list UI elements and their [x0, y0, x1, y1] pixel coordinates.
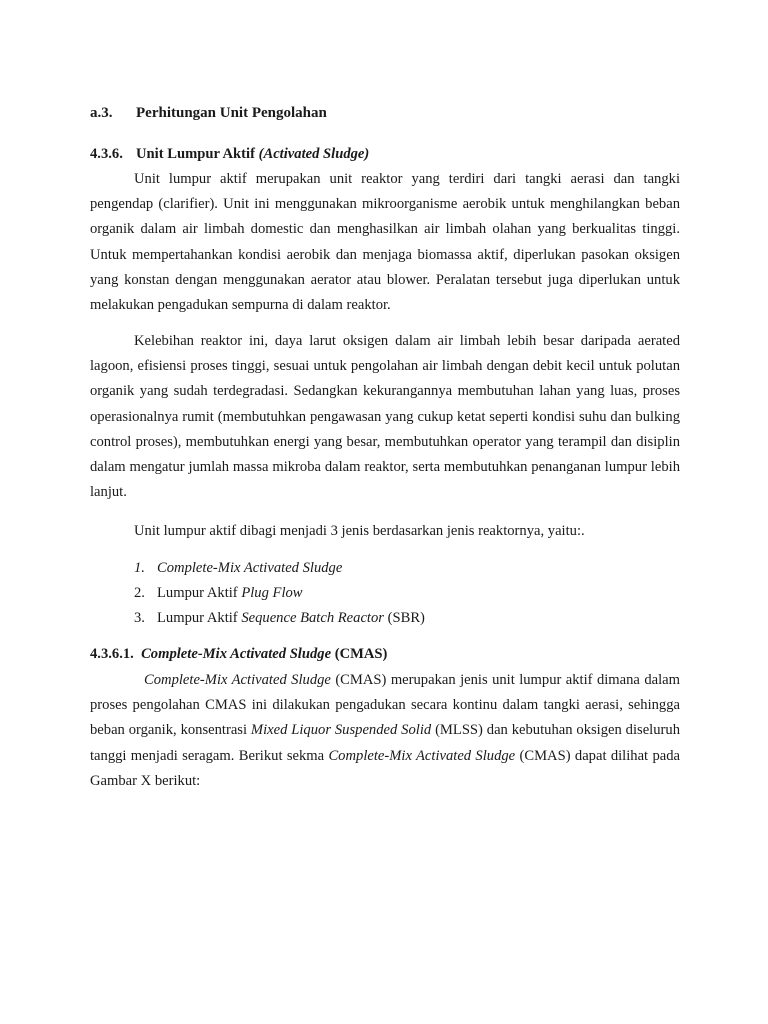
list-item — [134, 606, 425, 631]
cmas-italic-1: Complete-Mix Activated Sludge — [144, 672, 331, 688]
list-item — [134, 556, 425, 581]
subsection-title-italic: Complete-Mix Activated Sludge — [141, 646, 332, 662]
list-item-italic: Complete-Mix Activated Sludge — [157, 560, 343, 576]
list-item-prefix: Lumpur Aktif — [157, 585, 242, 602]
subsection-heading-4-3-6 — [90, 146, 369, 163]
cmas-text-3: (CMAS) dapat dilihat pada Gambar X berikut: — [90, 747, 680, 789]
paragraph-types-intro: Unit lumpur aktif dibagi menjadi 3 jenis berdasarkan jenis reaktornya, yaitu:. — [134, 523, 585, 539]
section-heading-a3 — [90, 105, 327, 122]
list-number: 2. — [134, 585, 145, 602]
list-number: 3. — [134, 610, 145, 627]
subsection-heading-4-3-6-1 — [90, 646, 387, 663]
cmas-italic-2: Mixed Liquor Suspended Solid — [250, 722, 432, 739]
paragraph-cmas — [90, 668, 680, 794]
paragraph-advantages: Kelebihan reaktor ini, daya larut oksigen dalam air limbah lebih besar daripada aerated lagoon, efisiensi proses tinggi, sesuai untuk pengolahan air limbah dengan debit kecil untuk polutan organik yang sudah terdegradasi. Sedangkan kekurangannya membutuhan lahan yang luas, proses operasionalnya rumit (membutuhkan pengawasan yang cukup ketat seperti kondisi suhu dan bulking control proses), membutuhkan energi yang besar, membutuhkan operator yang terampil dan disiplin dalam mengatur jumlah massa mikroba dalam reaktor, serta membutuhkan penanganan lumpur lebih lanjut. — [90, 333, 680, 501]
list-item-italic: Plug Flow — [241, 585, 303, 602]
list-item-prefix: Lumpur Aktif — [157, 610, 242, 627]
list-item-suffix: (SBR) — [383, 610, 425, 627]
subsection-title-italic: (Activated Sludge) — [258, 146, 370, 162]
section-title: Perhitungan Unit Pengolahan — [136, 105, 327, 121]
subsection-title-suffix: (CMAS) — [334, 646, 388, 662]
list-item — [134, 581, 425, 606]
cmas-text-2: (MLSS) dan kebutuhan oksigen diseluruh tanggi menjadi seragam. Berikut sekma — [90, 722, 680, 764]
list-number: 1. — [134, 560, 145, 576]
cmas-text-1: (CMAS) merupakan jenis unit lumpur aktif dimana dalam proses pengolahan CMAS ini dilakukan pengadukan secara kontinu dalam tangki aerasi, sehingga beban organik, konsentrasi — [90, 672, 680, 739]
subsection-number: 4.3.6.1. — [90, 646, 134, 662]
cmas-italic-3: Complete-Mix Activated Sludge — [328, 747, 516, 764]
subsection-title: Unit Lumpur Aktif — [136, 146, 255, 162]
list-item-italic: Sequence Batch Reactor — [241, 610, 384, 627]
types-list — [134, 556, 425, 632]
section-number: a.3. — [90, 105, 113, 121]
paragraph-definition: Unit lumpur aktif merupakan unit reaktor yang terdiri dari tangki aerasi dan tangki pengendap (clarifier). Unit ini menggunakan mikroorganisme aerobik untuk menghilangkan beban organik dalam air limbah domestic dan menghasilkan air limbah olahan yang berkualitas tinggi. Untuk mempertahankan kondisi aerobik dan menjaga biomassa aktif, diperlukan pasokan oksigen yang konstan dengan menggunakan aerator atau blower. Peralatan tersebut juga diperlukan untuk melakukan pengadukan sempurna di dalam reaktor. — [90, 171, 680, 314]
subsection-number: 4.3.6. — [90, 146, 123, 162]
